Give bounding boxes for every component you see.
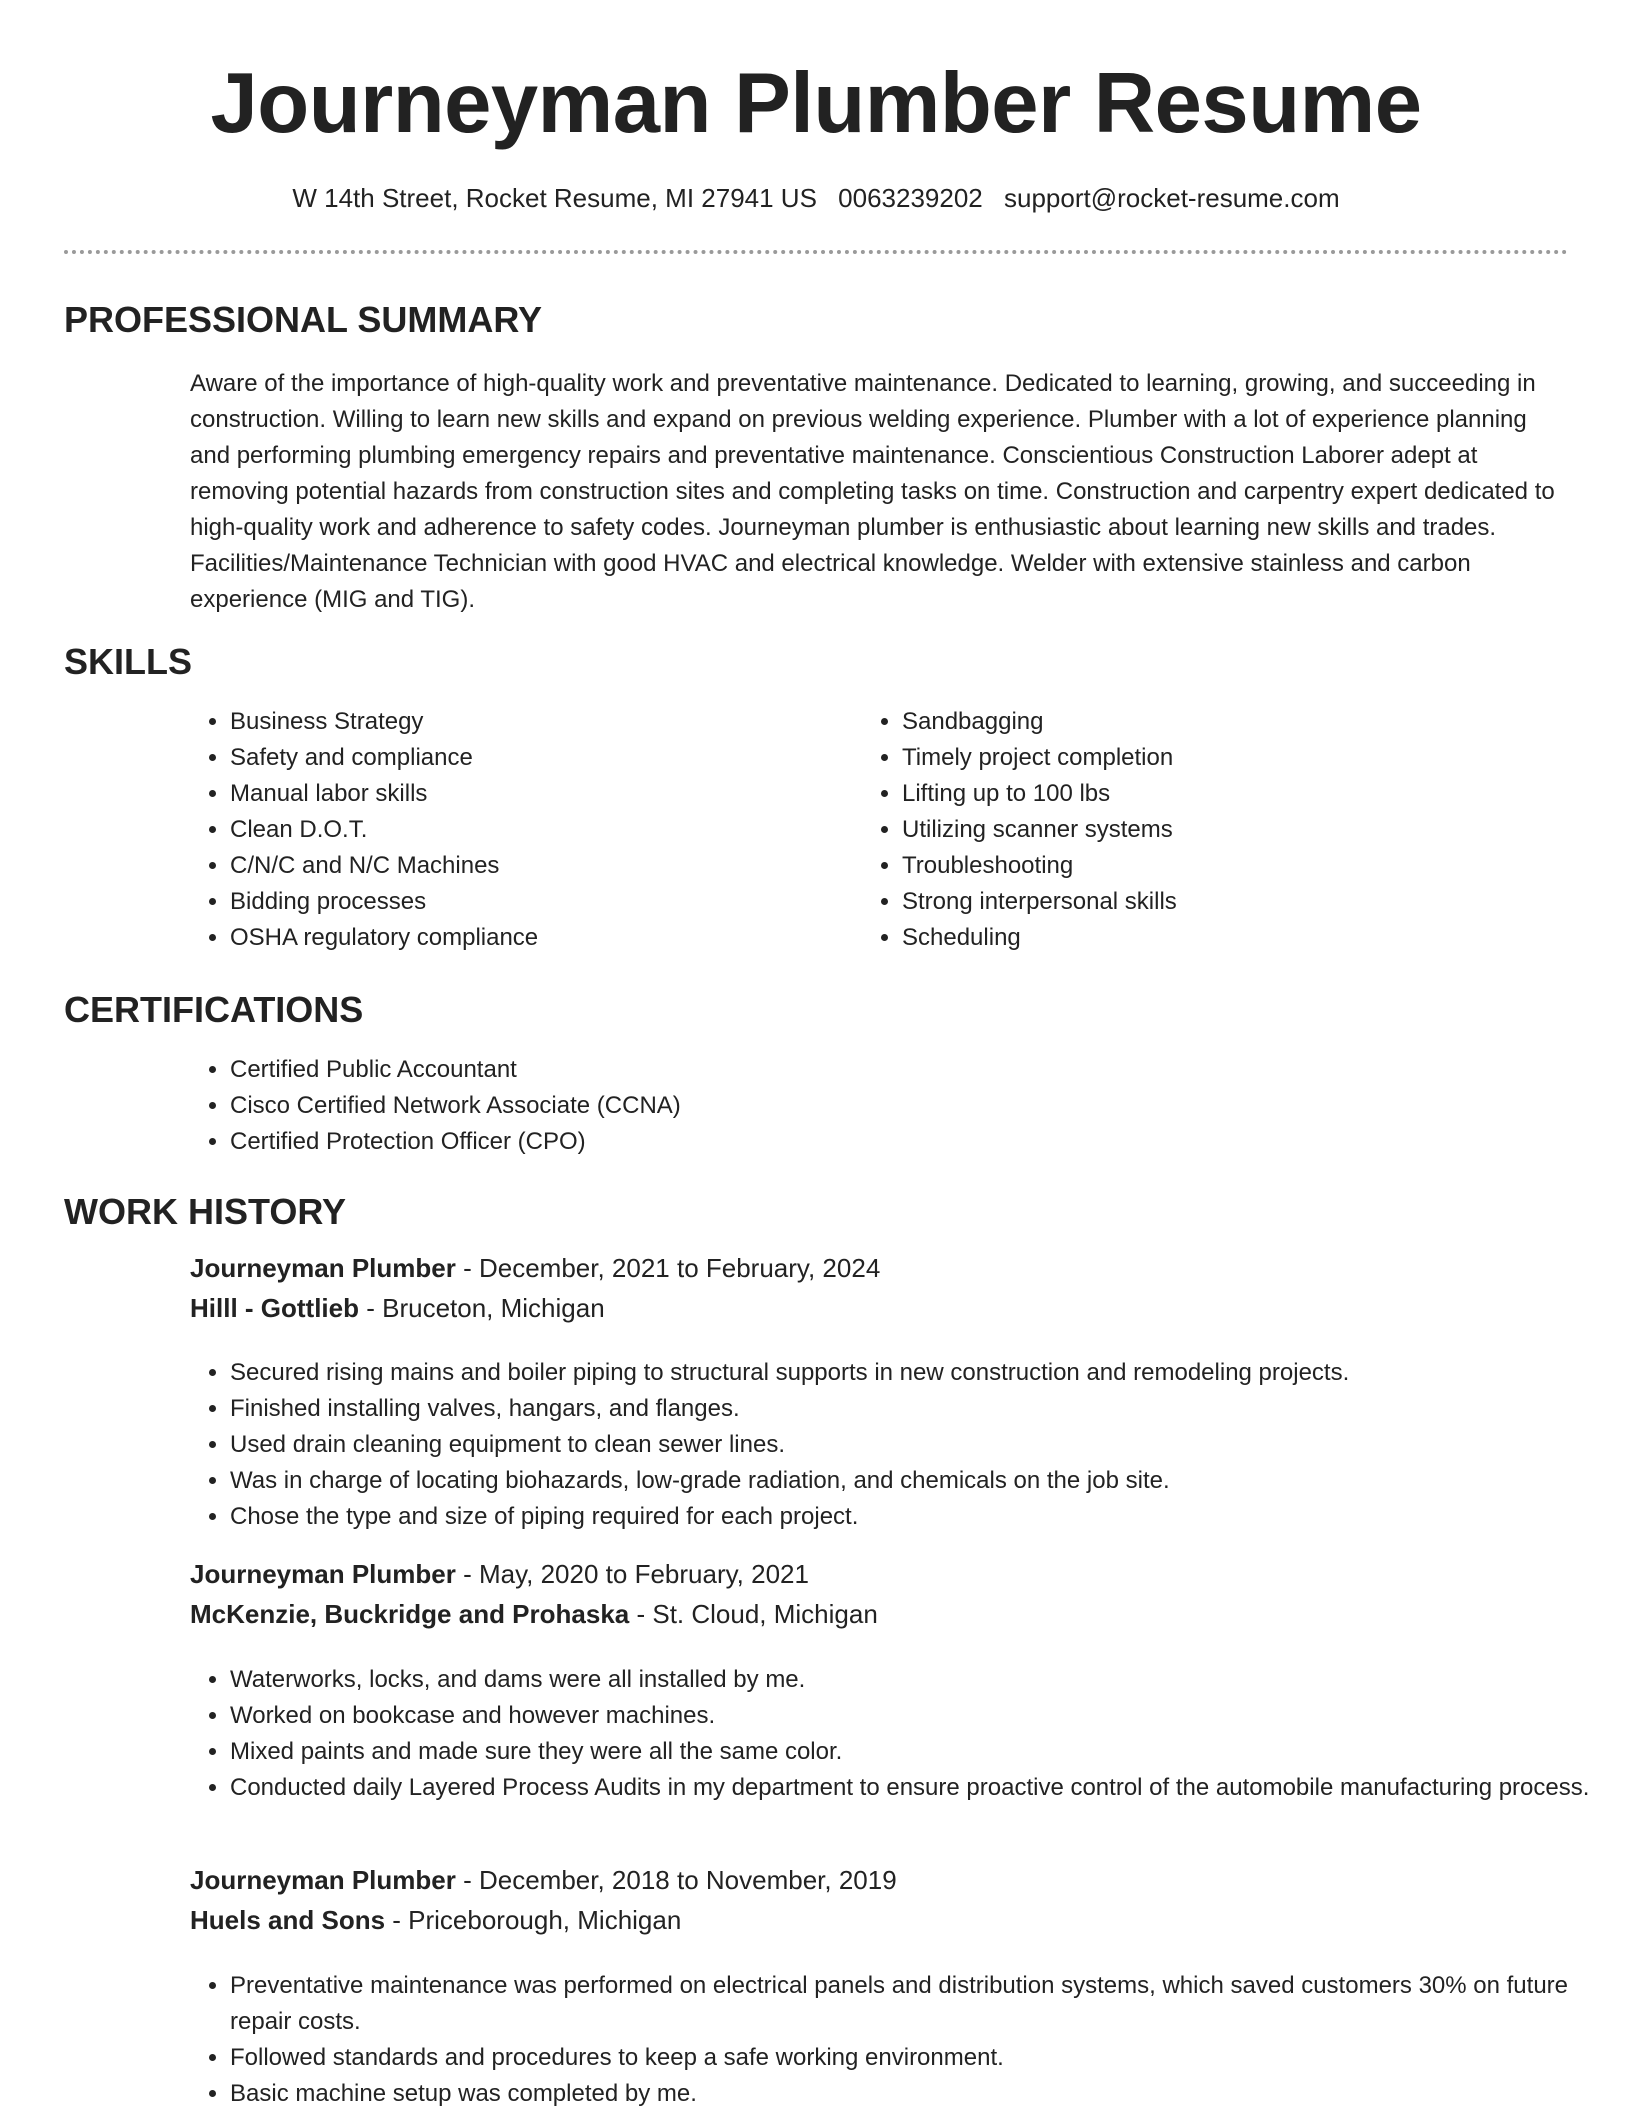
list-item: • Was in charge of locating biohazards, low-grade radiation, and chemicals on the job site. <box>230 1463 1610 1499</box>
list-item: • Troubleshooting <box>902 848 1542 884</box>
certifications-heading: CERTIFICATIONS <box>64 989 364 1030</box>
list-item: • Followed standards and procedures to keep a safe working environment. <box>230 2040 1610 2076</box>
job-dates: - May, 2020 to February, 2021 <box>455 1559 809 1589</box>
job-location: - Priceborough, Michigan <box>385 1905 682 1935</box>
list-item: • Sandbagging <box>902 704 1542 740</box>
list-item: • Preventative maintenance was performed on electrical panels and distribution systems, which saved customers 30% on future repair costs. <box>230 1968 1610 2040</box>
job-duties-list <box>186 1968 1610 2112</box>
header-divider <box>64 250 1568 254</box>
list-item: • Used drain cleaning equipment to clean sewer lines. <box>230 1427 1610 1463</box>
list-item: • Timely project completion <box>902 740 1542 776</box>
list-item: • Finished installing valves, hangars, and flanges. <box>230 1391 1610 1427</box>
job-title: Journeyman Plumber <box>190 1559 456 1589</box>
list-item: • Scheduling <box>902 920 1542 956</box>
resume-title: Journeyman Plumber Resume <box>210 56 1422 151</box>
job-duties-list <box>186 1355 1610 1535</box>
work-history-heading: WORK HISTORY <box>64 1191 347 1232</box>
list-item: • Waterworks, locks, and dams were all installed by me. <box>230 1662 1610 1698</box>
job-company-line <box>190 1902 681 1938</box>
job-title-line <box>190 1862 897 1898</box>
certifications-list <box>186 1052 1530 1160</box>
job-title: Journeyman Plumber <box>190 1865 456 1895</box>
list-item: • Business Strategy <box>230 704 830 740</box>
list-item: • C/N/C and N/C Machines <box>230 848 830 884</box>
list-item: • Worked on bookcase and however machines. <box>230 1698 1610 1734</box>
summary-heading: PROFESSIONAL SUMMARY <box>64 299 543 340</box>
job-location: - St. Cloud, Michigan <box>629 1599 878 1629</box>
list-item: • OSHA regulatory compliance <box>230 920 830 956</box>
job-company: Hilll - Gottlieb <box>190 1293 359 1323</box>
list-item: • Secured rising mains and boiler piping to structural supports in new construction and remodeling projects. <box>230 1355 1610 1391</box>
job-company: McKenzie, Buckridge and Prohaska <box>190 1599 630 1629</box>
job-title-line <box>190 1556 809 1592</box>
list-item: • Certified Protection Officer (CPO) <box>230 1124 1530 1160</box>
job-dates: - December, 2018 to November, 2019 <box>455 1865 897 1895</box>
list-item: • Safety and compliance <box>230 740 830 776</box>
list-item: • Lifting up to 100 lbs <box>902 776 1542 812</box>
contact-line <box>0 180 1632 216</box>
job-company-line <box>190 1596 878 1632</box>
contact-phone: 0063239202 <box>838 183 983 213</box>
summary-text: Aware of the importance of high-quality work and preventative maintenance. Dedicated to learning, growing, and succeeding in construction. Willing to learn new skills and expand on previous welding experience. Plumber with a lot of experience planning and performing plumbing emergency repairs and preventative maintenance. Conscientious Construction Laborer adept at removing potential hazards from construction sites and completing tasks on time. Construction and carpentry expert dedicated to high-quality work and adherence to safety codes. Journeyman plumber is enthusiastic about learning new skills and trades. Facilities/Maintenance Technician with good HVAC and electrical knowledge. Welder with extensive stainless and carbon experience (MIG and TIG). <box>190 370 1555 613</box>
list-item: • Clean D.O.T. <box>230 812 830 848</box>
job-title: Journeyman Plumber <box>190 1253 456 1283</box>
list-item: • Conducted daily Layered Process Audits in my department to ensure proactive control of the automobile manufacturing process. <box>230 1770 1610 1806</box>
contact-address: W 14th Street, Rocket Resume, MI 27941 US <box>292 183 817 213</box>
skills-list-right <box>858 704 1542 956</box>
list-item: • Basic machine setup was completed by me. <box>230 2076 1610 2112</box>
list-item: • Chose the type and size of piping required for each project. <box>230 1499 1610 1535</box>
list-item: • Utilizing scanner systems <box>902 812 1542 848</box>
list-item: • Certified Public Accountant <box>230 1052 1530 1088</box>
job-location: - Bruceton, Michigan <box>359 1293 605 1323</box>
list-item: • Manual labor skills <box>230 776 830 812</box>
job-title-line <box>190 1250 880 1286</box>
skills-list-left <box>186 704 830 956</box>
list-item: • Bidding processes <box>230 884 830 920</box>
skills-heading: SKILLS <box>64 641 193 682</box>
job-company: Huels and Sons <box>190 1905 386 1935</box>
list-item: • Strong interpersonal skills <box>902 884 1542 920</box>
list-item: • Cisco Certified Network Associate (CCNA) <box>230 1088 1530 1124</box>
list-item: • Mixed paints and made sure they were all the same color. <box>230 1734 1610 1770</box>
job-duties-list <box>186 1662 1610 1806</box>
job-dates: - December, 2021 to February, 2024 <box>455 1253 881 1283</box>
job-company-line <box>190 1290 605 1326</box>
contact-email: support@rocket-resume.com <box>1004 183 1340 213</box>
